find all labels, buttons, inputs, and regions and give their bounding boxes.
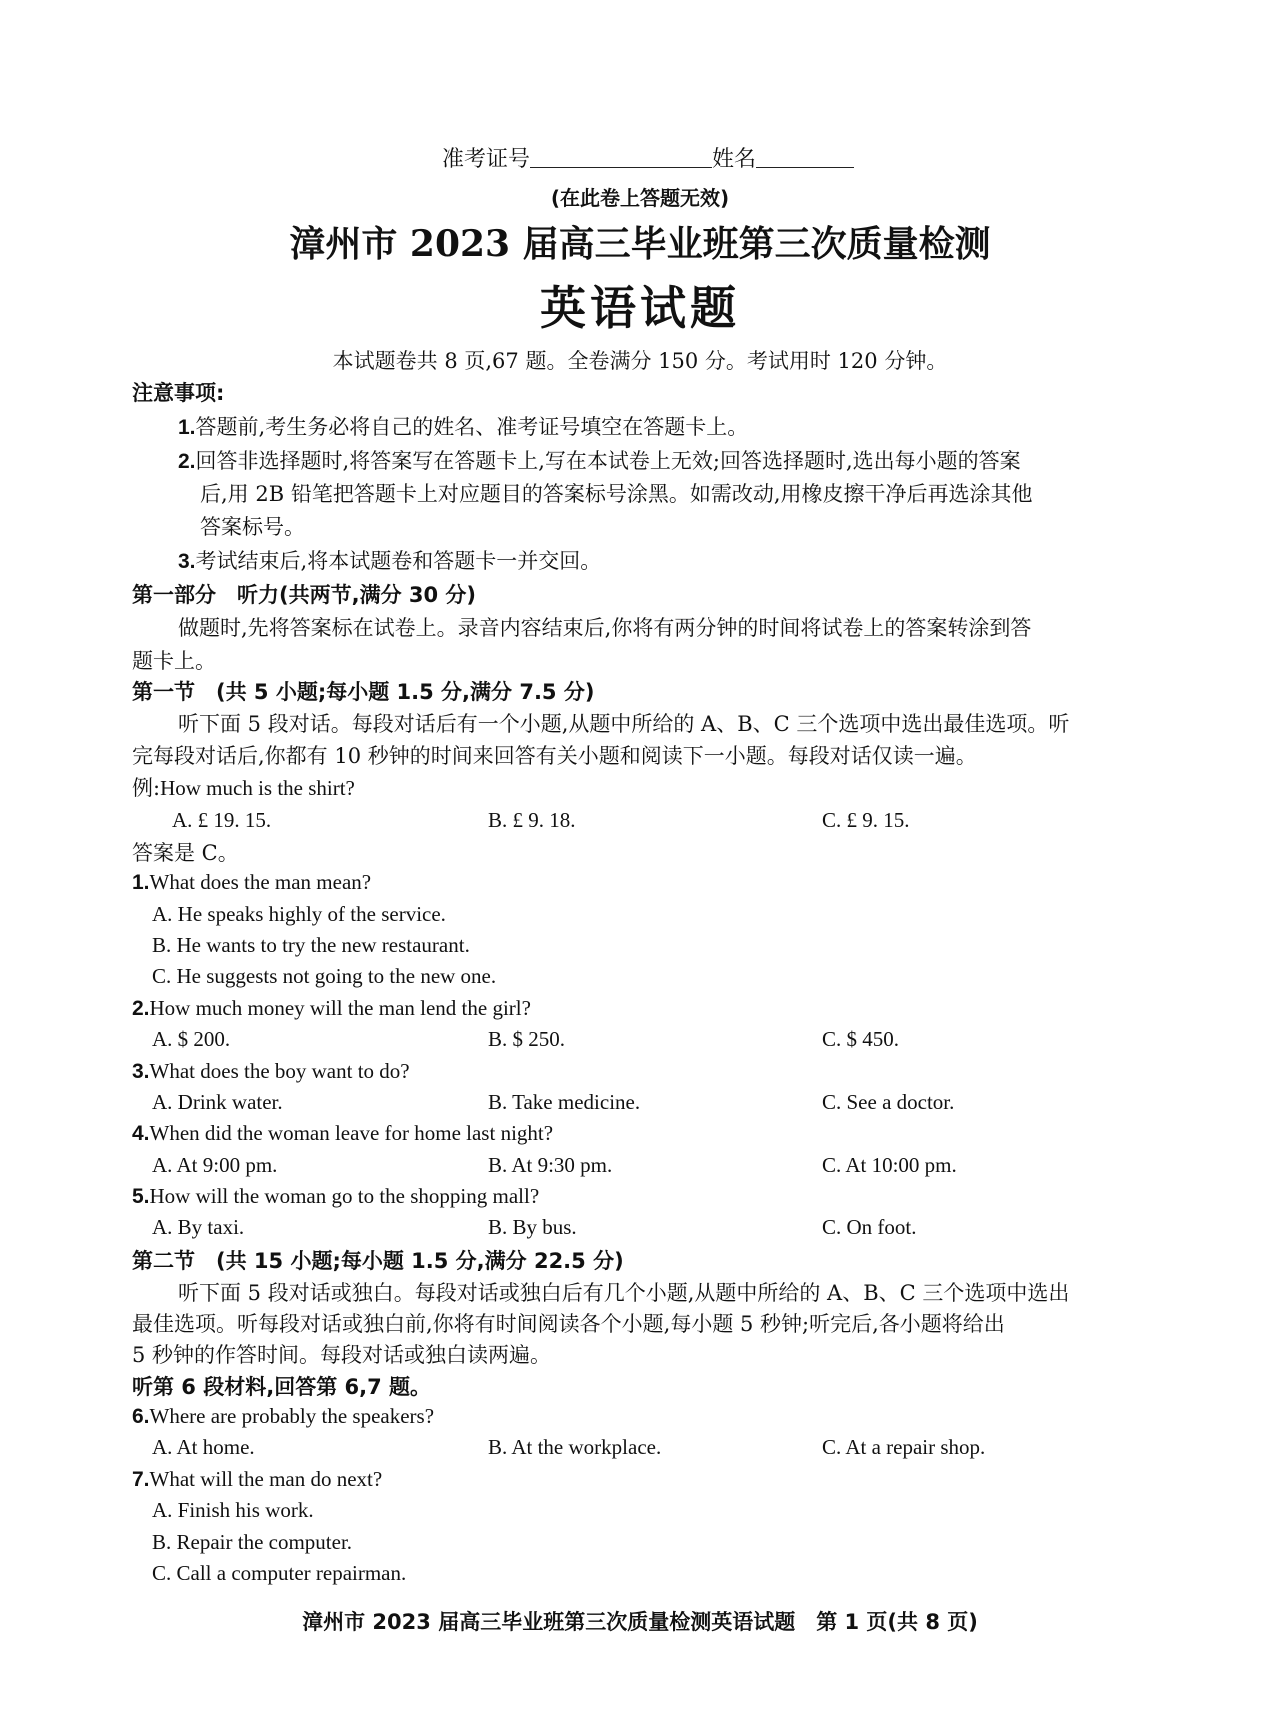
question-4-option-a: A. At 9:00 pm. [152,1153,278,1177]
question-1-text: What does the man mean? [149,870,372,894]
note-item-2-line-2: 后,用 2B 铅笔把答题卡上对应题目的答案标号涂黑。如需改动,用橡皮擦干净后再选涂其他 [200,482,1033,506]
question-3-option-a: A. Drink water. [152,1090,283,1114]
subject-title: 英语试题 [540,281,740,335]
question-6-option-b: B. At the workplace. [488,1435,662,1459]
exam-number-label: 准考证号 [442,147,531,172]
question-4-num: 4. [132,1122,150,1145]
section1-intro-line-1: 听下面 5 段对话。每段对话后有一个小题,从题中所给的 A、B、C 三个选项中选出最佳选项。听 [178,712,1070,736]
question-3-text: What does the boy want to do? [149,1059,410,1083]
question-1-option-c: C. He suggests not going to the new one. [152,964,497,988]
question-6-option-c: C. At a repair shop. [822,1435,986,1459]
question-7 [132,1467,382,1492]
question-2-option-c: C. $ 450. [822,1027,900,1051]
question-6-num: 6. [132,1405,150,1428]
name-label: 姓名 [712,147,757,172]
question-7-option-c: C. Call a computer repairman. [152,1561,407,1585]
note-item-2-line-3: 答案标号。 [200,515,305,539]
question-4-option-b: B. At 9:30 pm. [488,1153,613,1177]
section1-intro-line-2: 完每段对话后,你都有 10 秒钟的时间来回答有关小题和阅读下一小题。每段对话仅读一遍。 [132,744,977,768]
example-option-b: B. £ 9. 18. [488,808,576,832]
question-3-num: 3. [132,1060,150,1083]
question-2-text: How much money will the man lend the girl? [149,996,531,1020]
exam-info: 本试题卷共 8 页,67 题。全卷满分 150 分。考试用时 120 分钟。 [332,349,948,373]
question-2 [132,996,531,1021]
question-7-option-a: A. Finish his work. [152,1498,314,1522]
question-1-option-b: B. He wants to try the new restaurant. [152,933,470,957]
part1-intro-line-2: 题卡上。 [132,649,216,673]
part1-intro-line-1: 做题时,先将答案标在试卷上。录音内容结束后,你将有两分钟的时间将试卷上的答案转涂到答 [178,616,1032,640]
question-4-option-c: C. At 10:00 pm. [822,1153,957,1177]
note-item-1-num: 1. [178,416,196,439]
question-4-text: When did the woman leave for home last night? [149,1121,554,1145]
example-option-c: C. £ 9. 15. [822,808,910,832]
question-6-text: Where are probably the speakers? [149,1404,435,1428]
material-6-heading: 听第 6 段材料,回答第 6,7 题。 [132,1375,432,1399]
question-1 [132,870,371,895]
note-item-1 [178,412,748,443]
question-2-option-a: A. $ 200. [152,1027,231,1051]
question-5-num: 5. [132,1185,150,1208]
question-7-num: 7. [132,1468,150,1491]
question-6-option-a: A. At home. [152,1435,255,1459]
note-item-3-text: 考试结束后,将本试题卷和答题卡一并交回。 [195,549,602,573]
section2-heading: 第二节 (共 15 小题;每小题 1.5 分,满分 22.5 分) [132,1249,624,1273]
part1-heading: 第一部分 听力(共两节,满分 30 分) [132,583,477,607]
question-4 [132,1121,553,1146]
question-7-option-b: B. Repair the computer. [152,1530,353,1554]
note-item-2 [178,446,1021,477]
note-item-3 [178,546,601,577]
example-question [132,773,355,804]
invalid-note: (在此卷上答题无效) [550,186,730,210]
name-blank[interactable] [756,145,854,168]
question-3-option-b: B. Take medicine. [488,1090,641,1114]
note-item-2-num: 2. [178,450,196,473]
section2-intro-line-3: 5 秒钟的作答时间。每段对话或独白读两遍。 [132,1343,552,1367]
question-2-num: 2. [132,997,150,1020]
example-answer: 答案是 C。 [132,841,239,865]
question-5-option-a: A. By taxi. [152,1215,245,1239]
notes-heading: 注意事项: [132,381,225,405]
question-5-text: How will the woman go to the shopping mall? [149,1184,540,1208]
exam-number-blank[interactable] [530,145,712,168]
question-1-option-a: A. He speaks highly of the service. [152,902,446,926]
example-label: 例: [132,776,161,800]
section2-intro-line-2: 最佳选项。听每段对话或独白前,你将有时间阅读各个小题,每小题 5 秒钟;听完后,各小题将给出 [132,1312,1005,1336]
exam-title: 漳州市 2023 届高三毕业班第三次质量检测 [289,223,991,265]
example-option-a: A. £ 19. 15. [172,808,272,832]
section1-heading: 第一节 (共 5 小题;每小题 1.5 分,满分 7.5 分) [132,680,595,704]
exam-number-row [442,142,854,173]
note-item-1-text: 答题前,考生务必将自己的姓名、准考证号填空在答题卡上。 [195,415,749,439]
question-6 [132,1404,434,1429]
question-3 [132,1059,410,1084]
question-3-option-c: C. See a doctor. [822,1090,955,1114]
question-5-option-b: B. By bus. [488,1215,577,1239]
question-5-option-c: C. On foot. [822,1215,917,1239]
note-item-3-num: 3. [178,550,196,573]
question-7-text: What will the man do next? [149,1467,383,1491]
question-5 [132,1184,539,1209]
note-item-2-line-1: 回答非选择题时,将答案写在答题卡上,写在本试卷上无效;回答选择题时,选出每小题的答案 [195,449,1021,473]
section2-intro-line-1: 听下面 5 段对话或独白。每段对话或独白后有几个小题,从题中所给的 A、B、C 三个选项中选出 [178,1281,1070,1305]
page-footer: 漳州市 2023 届高三毕业班第三次质量检测英语试题 第 1 页(共 8 页) [302,1610,978,1634]
question-2-option-b: B. $ 250. [488,1027,566,1051]
example-question-text: How much is the shirt? [160,776,355,800]
question-1-num: 1. [132,871,150,894]
